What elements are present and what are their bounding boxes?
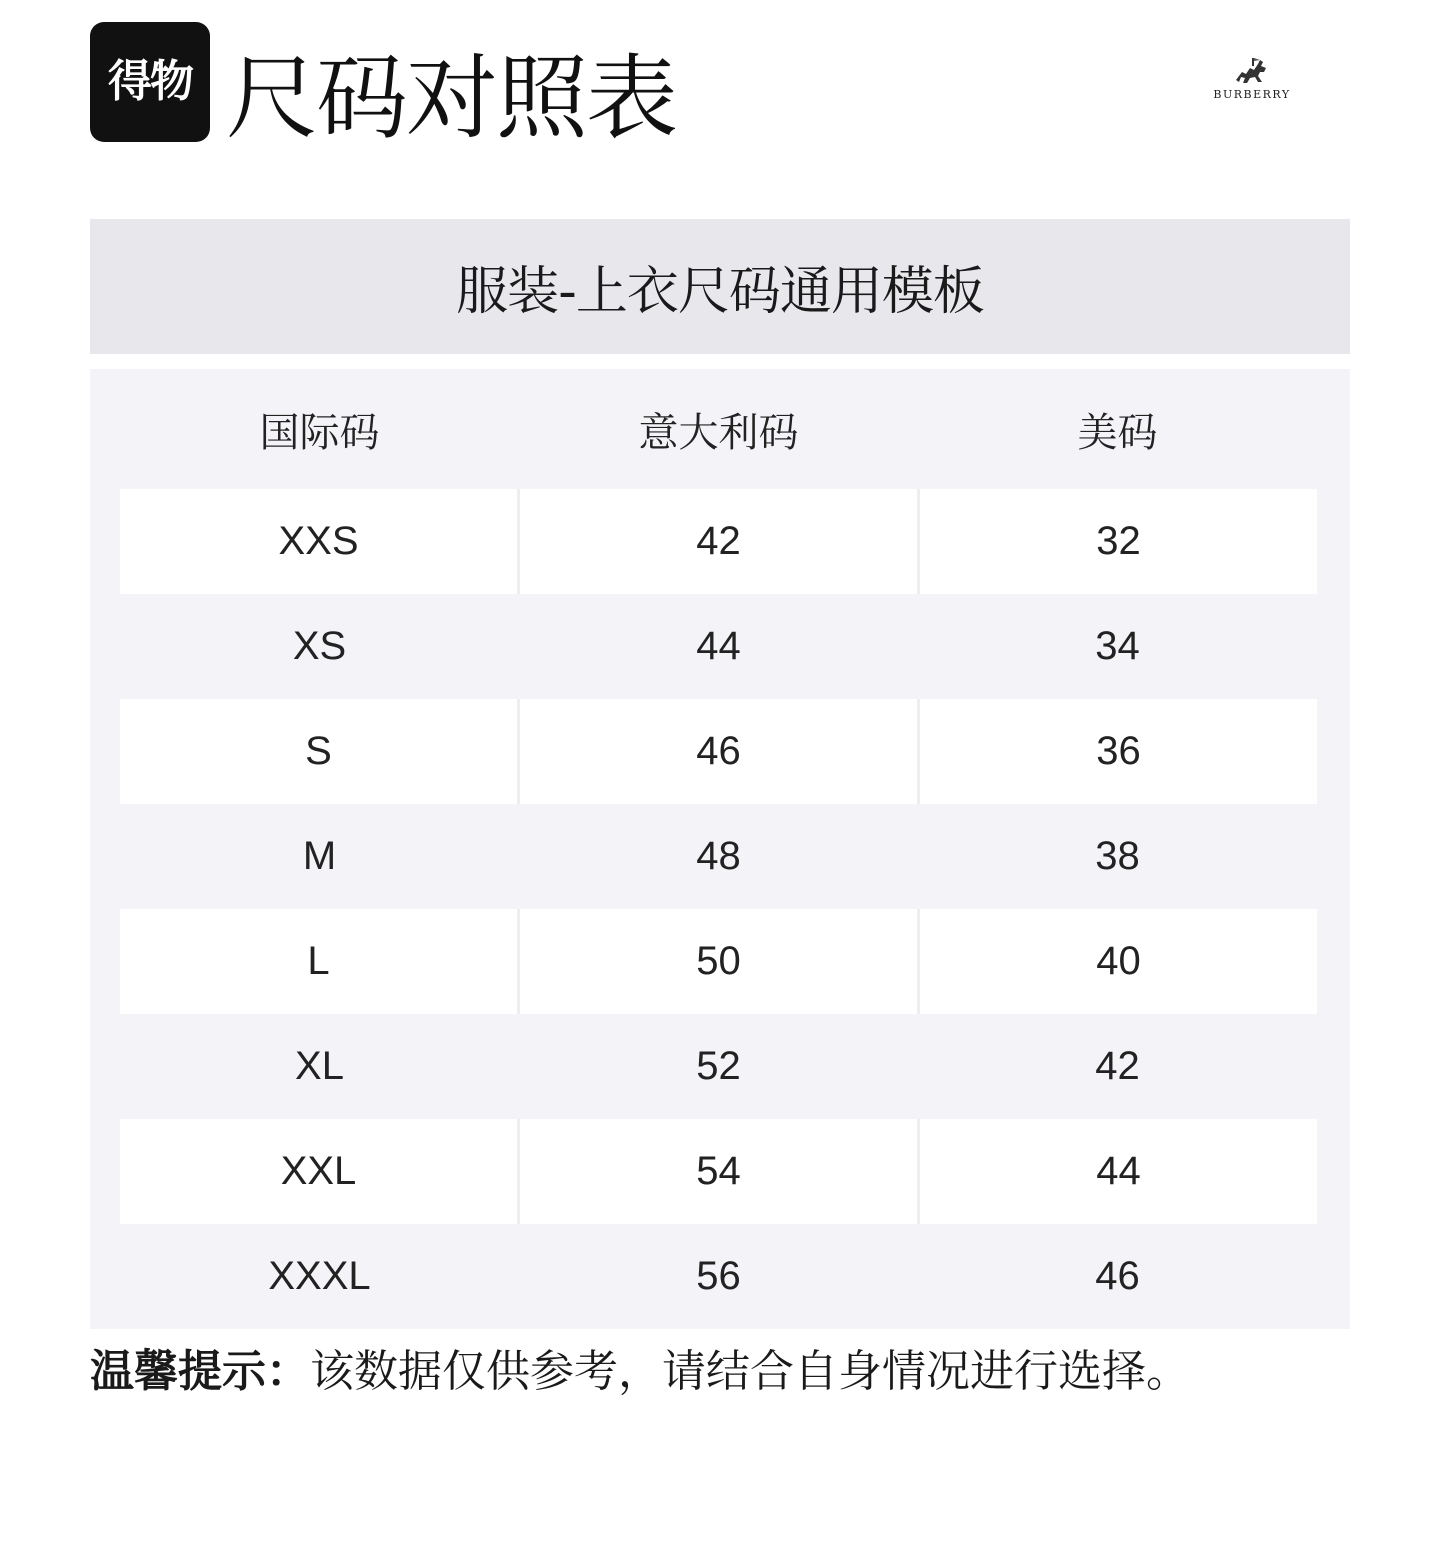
column-header: 美码 [1077,409,1158,456]
tip-text: 该数据仅供参考，请结合自身情况进行选择。 [310,1346,1190,1397]
app-logo-text: 得物 [108,56,192,107]
brand-logo-text: BURBERRY [1213,88,1291,101]
brand-logo [1190,56,1314,108]
table-row [120,1224,1317,1329]
table-cell: XL [295,1044,344,1088]
app-logo [90,22,210,142]
template-title-band [90,219,1350,354]
table-cell: M [302,834,337,878]
template-title: 服装-上衣尺码通用模板 [456,262,984,322]
size-table [90,369,1350,1329]
table-cell: 44 [917,1119,1317,1224]
equestrian-knight-icon [1230,56,1274,86]
table-cell: 42 [1095,1044,1140,1088]
table-cell: XXS [120,489,517,594]
column-header: 意大利码 [638,409,799,456]
table-cell: 36 [917,699,1317,804]
table-row [120,699,1317,804]
table-cell: 38 [1095,834,1140,878]
table-row [120,804,1317,909]
table-header [120,369,1317,489]
table-cell: XXL [120,1119,517,1224]
table-cell: 46 [517,699,917,804]
table-cell: XS [292,624,347,668]
tip-label: 温馨提示： [90,1346,310,1397]
table-cell: 54 [517,1119,917,1224]
table-cell: L [120,909,517,1014]
table-cell: 56 [696,1254,741,1298]
table-cell: 50 [517,909,917,1014]
table-row [120,1014,1317,1119]
table-cell: 52 [696,1044,741,1088]
table-cell: 46 [1095,1254,1140,1298]
table-cell: 44 [696,624,741,668]
page-title: 尺码对照表 [226,45,677,152]
table-cell: 40 [917,909,1317,1014]
table-cell: 34 [1095,624,1140,668]
table-cell: 48 [696,834,741,878]
table-cell: 32 [917,489,1317,594]
table-cell: XXXL [268,1254,371,1298]
table-row [120,489,1317,594]
column-header: 国际码 [259,409,380,456]
table-row [120,909,1317,1014]
table-row [120,594,1317,699]
table-row [120,1119,1317,1224]
table-body [120,489,1317,1329]
table-cell: 42 [517,489,917,594]
table-cell: S [120,699,517,804]
tip-note [90,1342,1190,1402]
